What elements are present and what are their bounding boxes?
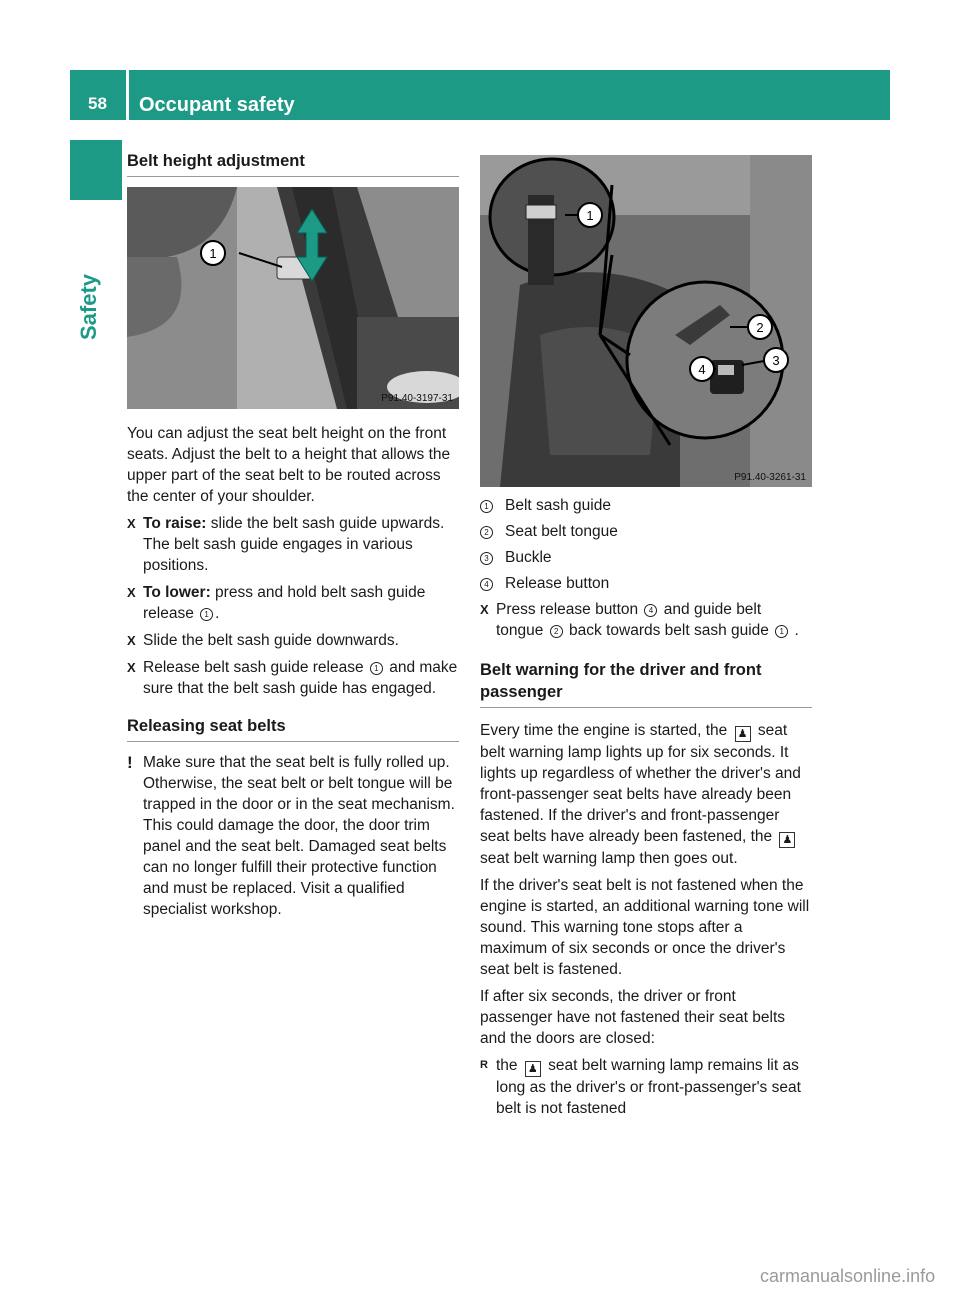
page-header [70, 70, 890, 120]
figure-code: P91.40-3261-31 [734, 472, 806, 483]
warning-icon: ! [127, 753, 133, 772]
left-column [127, 150, 459, 920]
intro-text: You can adjust the seat belt height on the front seats. Adjust the belt to a height that allows the upper part of the seat belt to be routed across the center of your shoulder. [127, 425, 451, 505]
seat-belt-lamp-icon: ♟ [779, 832, 795, 848]
ref-1-icon: 1 [370, 662, 383, 675]
instruction-release: X Release belt sash guide release 1 and make sure that the belt sash guide has engaged. [127, 659, 458, 697]
svg-text:2: 2 [756, 320, 764, 335]
ref-2-icon: 2 [550, 625, 563, 638]
legend-item: 4 Release button [480, 573, 812, 594]
legend-item: 3 Buckle [480, 547, 812, 568]
warning-paragraph-2: If the driver's seat belt is not fastened when the engine is started, an additional warning tone will sound. This warning tone stops after a maximum of six seconds or once the driver's seat belt is fastened. [480, 877, 810, 978]
bullet-item: R the ♟ seat belt warning lamp remains lit as long as the driver's or front-passenger's seat belt is not fastened [480, 1057, 801, 1117]
side-tab-label: Safety [76, 273, 101, 340]
instruction-arrow-icon: X [480, 602, 489, 617]
instruction-slide: X Slide the belt sash guide downwards. [127, 632, 399, 649]
warning-paragraph-1: Every time the engine is started, the ♟ seat belt warning lamp lights up for six seconds. It lights up regardless of whether the driver's and front-passenger seat belts have already been fastened. If the driver's and front-passenger seat belts have already been fastened, the ♟ seat belt warning lamp then goes out. [480, 722, 801, 867]
instruction-arrow-icon: X [127, 633, 136, 648]
ref-4-icon: 4 [480, 578, 493, 591]
instruction-arrow-icon: X [127, 660, 136, 675]
belt-height-figure [127, 187, 459, 409]
legend-item: 2 Seat belt tongue [480, 521, 812, 542]
svg-text:1: 1 [586, 208, 594, 223]
figure-legend [480, 495, 812, 594]
instruction-release-button: X Press release button 4 and guide belt tongue 2 back towards belt sash guide 1 . [480, 601, 799, 639]
section-title-releasing: Releasing seat belts [127, 715, 459, 742]
instruction-arrow-icon: X [127, 516, 136, 531]
warning-text: Make sure that the seat belt is fully rolled up. Otherwise, the seat belt or belt tongue will be trapped in the door or in the seat mechanism. This could damage the door, the door trim panel and the seat belt. Damaged seat belts can no longer fulfill their protective function and must be replaced. Visit a qualified specialist workshop. [143, 754, 455, 918]
svg-text:4: 4 [698, 362, 706, 377]
warning-note [127, 752, 459, 920]
page-title: Occupant safety [139, 94, 295, 116]
section-title-belt-height: Belt height adjustment [127, 150, 459, 177]
page-number: 58 [88, 94, 107, 113]
figure-code: P91.40-3197-31 [381, 393, 453, 404]
svg-text:3: 3 [772, 353, 780, 368]
instruction-raise: X To raise: slide the belt sash guide upwards. The belt sash guide engages in various positions. [127, 515, 445, 574]
ref-1-icon: 1 [480, 500, 493, 513]
side-tab-block [70, 140, 122, 200]
right-column [480, 150, 812, 1119]
bullet-icon: R [480, 1059, 488, 1071]
section-title-belt-warning: Belt warning for the driver and front passenger [480, 659, 812, 708]
ref-1-icon: 1 [200, 608, 213, 621]
footer-watermark: carmanualsonline.info [760, 1266, 936, 1286]
seat-belt-lamp-icon: ♟ [525, 1061, 541, 1077]
instruction-lower: X To lower: press and hold belt sash guide release 1 . [127, 584, 426, 622]
seat-belt-figure [480, 155, 812, 487]
legend-item: 1 Belt sash guide [480, 495, 812, 516]
ref-4-icon: 4 [644, 604, 657, 617]
instruction-arrow-icon: X [127, 585, 136, 600]
svg-text:1: 1 [209, 246, 217, 261]
ref-1-icon: 1 [775, 625, 788, 638]
seat-belt-lamp-icon: ♟ [735, 726, 751, 742]
ref-3-icon: 3 [480, 552, 493, 565]
ref-2-icon: 2 [480, 526, 493, 539]
warning-paragraph-3: If after six seconds, the driver or front passenger have not fastened their seat belts and the doors are closed: [480, 988, 786, 1047]
